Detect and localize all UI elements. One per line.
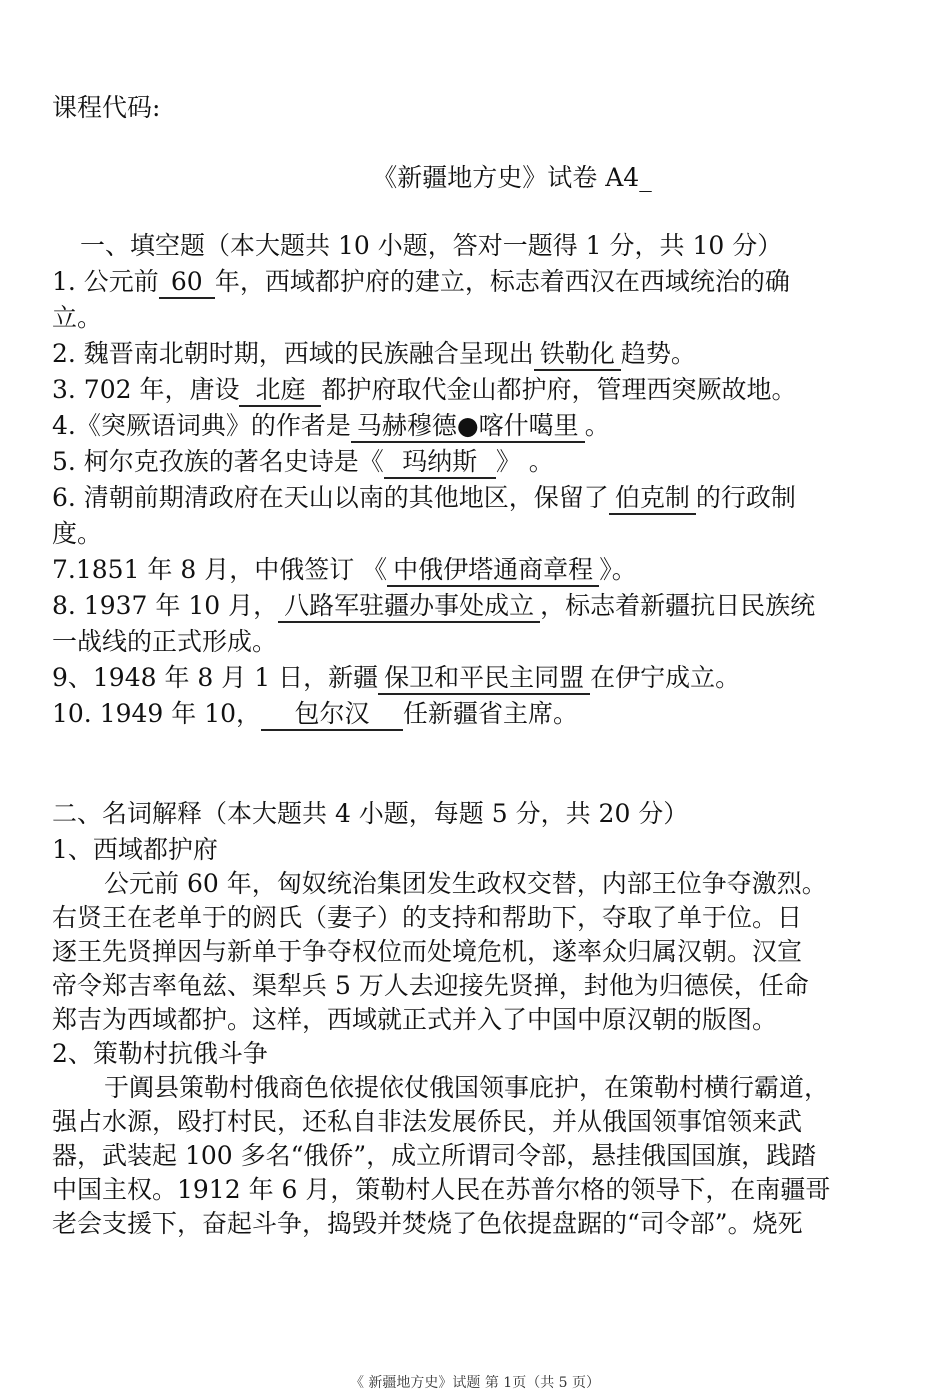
question-7: 7.1851 年 8 月，中俄签订 《 中俄伊塔通商章程 》。 — [52, 552, 912, 588]
answer-blank: 中俄伊塔通商章程 — [387, 555, 599, 587]
term-2-line: 老会支援下，奋起斗争，捣毁并焚烧了色依提盘踞的“司令部”。烧死 — [52, 1209, 803, 1238]
term-2-line: 器，武装起 100 多名“俄侨”，成立所谓司令部，悬挂俄国国旗，践踏 — [52, 1141, 817, 1170]
answer-blank: 包尔汉 — [261, 699, 403, 731]
answer-blank: 保卫和平民主同盟 — [378, 663, 590, 695]
term-1-line: 郑吉为西域都护。这样，西域就正式并入了中国中原汉朝的版图。 — [52, 1005, 778, 1034]
term-1-line: 右贤王在老单于的阏氏（妻子）的支持和帮助下，夺取了单于位。日 — [52, 903, 803, 932]
question-3: 3. 702 年，唐设 北庭 都护府取代金山都护府，管理西突厥故地。 — [52, 372, 912, 408]
term-2-line: 于阗县策勒村俄商色依提依仗俄国领事庇护，在策勒村横行霸道， — [104, 1073, 830, 1102]
question-1-cont: 立。 — [52, 303, 103, 332]
answer-blank: 铁勒化 — [534, 339, 621, 371]
answer-blank: 八路军驻疆办事处成立 — [278, 591, 540, 623]
answer-blank: 北庭 — [239, 375, 321, 407]
question-1: 1. 公元前 60 年，西域都护府的建立，标志着西汉在西域统治的确 — [52, 264, 912, 300]
question-5: 5. 柯尔克孜族的著名史诗是《 玛纳斯 》 。 — [52, 444, 912, 480]
answer-blank: 60 — [159, 267, 215, 299]
page-footer: 《 新疆地方史》试题 第 1页（共 5 页） — [349, 1375, 601, 1391]
term-1-line: 逐王先贤掸因与新单于争夺权位而处境危机，遂率众归属汉朝。汉宣 — [52, 937, 803, 966]
term-1-line: 帝令郑吉率龟兹、渠犁兵 5 万人去迎接先贤掸，封他为归德侯，任命 — [52, 971, 809, 1000]
question-4: 4.《突厥语词典》的作者是 马赫穆德●喀什噶里 。 — [52, 408, 912, 444]
answer-blank: 马赫穆德●喀什噶里 — [351, 411, 585, 443]
answer-blank: 玛纳斯 — [384, 447, 496, 479]
question-6: 6. 清朝前期清政府在天山以南的其他地区，保留了 伯克制 的行政制 — [52, 480, 912, 516]
term-2-title: 2、策勒村抗俄斗争 — [52, 1039, 268, 1068]
question-2: 2. 魏晋南北朝时期，西域的民族融合呈现出 铁勒化 趋势。 — [52, 336, 912, 372]
page-title: 《新疆地方史》试卷 A4_ — [372, 163, 652, 192]
term-2-line: 强占水源，殴打村民，还私自非法发展侨民，并从俄国领事馆领来武 — [52, 1107, 803, 1136]
term-1-title: 1、西域都护府 — [52, 835, 218, 864]
question-9: 9、1948 年 8 月 1 日，新疆 保卫和平民主同盟 在伊宁成立。 — [52, 660, 912, 696]
question-8-cont: 一战线的正式形成。 — [52, 627, 278, 656]
question-10: 10. 1949 年 10， 包尔汉 任新疆省主席。 — [52, 696, 912, 732]
course-code-label: 课程代码: — [52, 93, 161, 122]
question-6-cont: 度。 — [52, 519, 103, 548]
term-2-line: 中国主权。1912 年 6 月，策勒村人民在苏普尔格的领导下，在南疆哥 — [52, 1175, 831, 1204]
section2-heading: 二、名词解释（本大题共 4 小题，每题 5 分，共 20 分） — [52, 799, 689, 828]
section1-heading: 一、填空题（本大题共 10 小题，答对一题得 1 分，共 10 分） — [80, 231, 783, 260]
question-8: 8. 1937 年 10 月， 八路军驻疆办事处成立 ，标志着新疆抗日民族统 — [52, 588, 912, 624]
term-1-line: 公元前 60 年，匈奴统治集团发生政权交替，内部王位争夺激烈。 — [104, 869, 827, 898]
answer-blank: 伯克制 — [609, 483, 696, 515]
